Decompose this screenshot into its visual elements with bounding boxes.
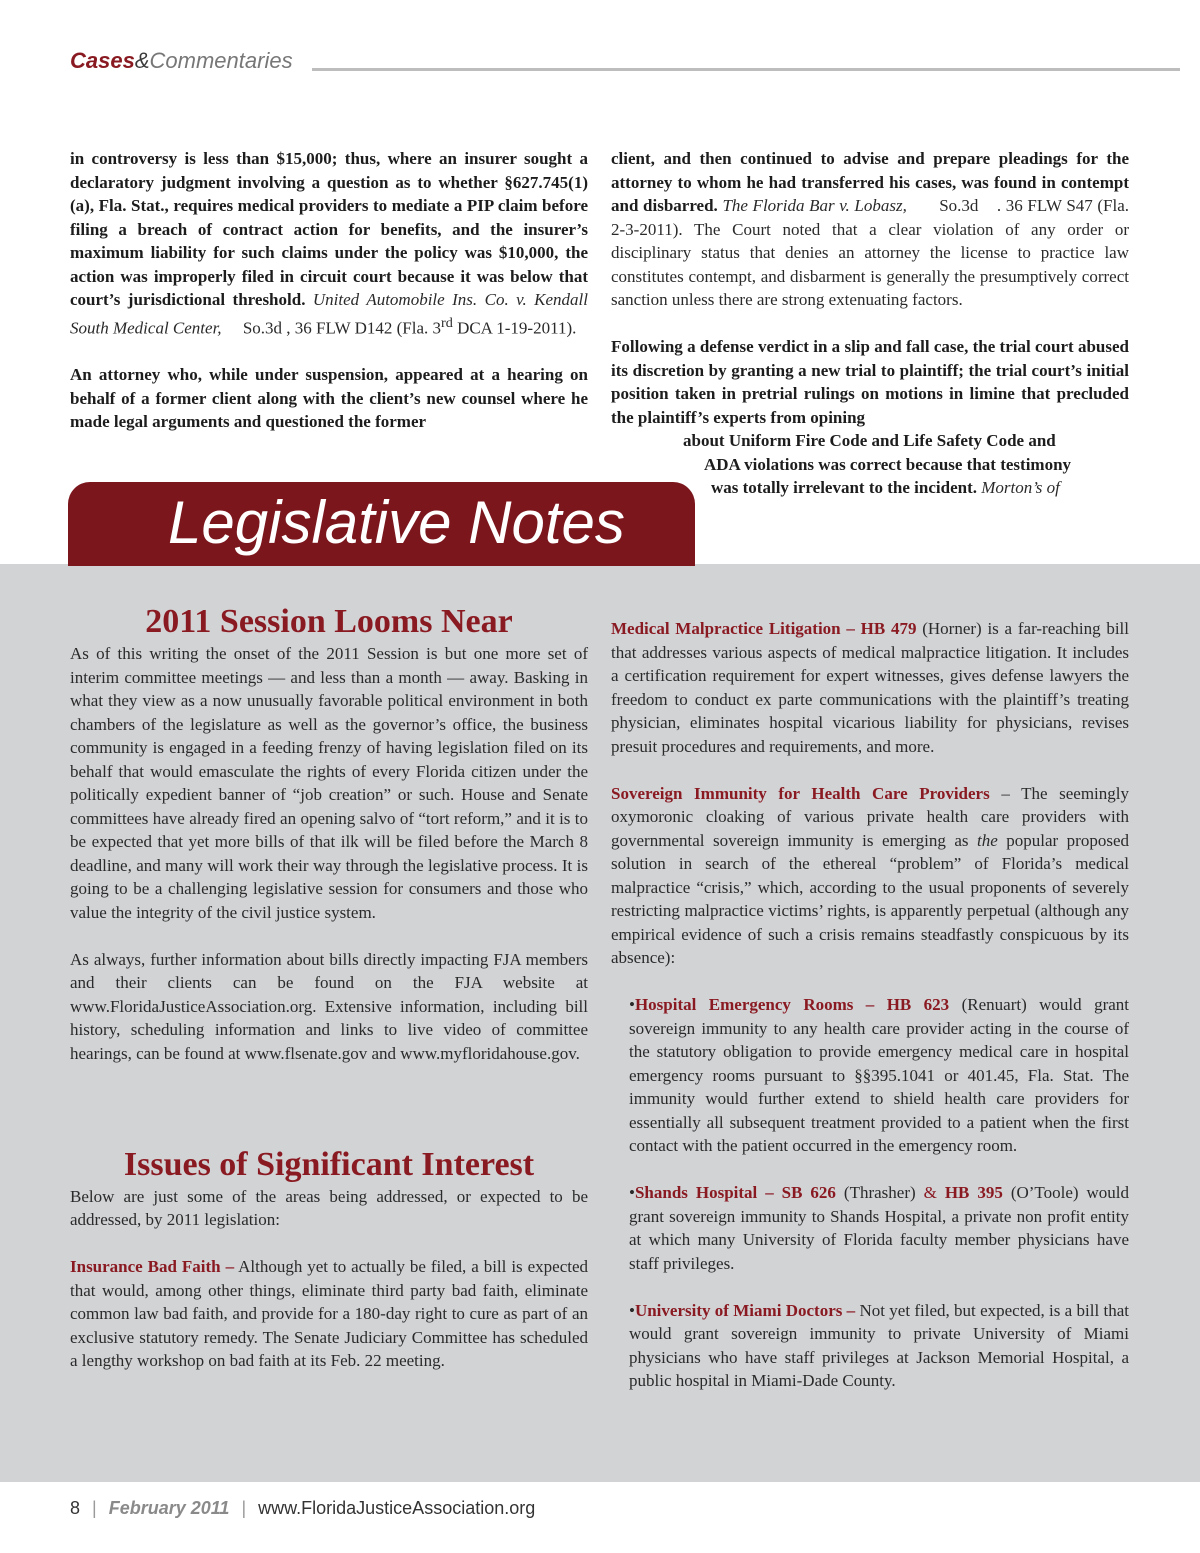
holding-text-end: was totally irrelevant to the incident. xyxy=(711,478,977,497)
ordinal-suffix: rd xyxy=(441,314,453,331)
holding-text: Following a defense verdict in a slip and fall case, the trial court abused its discretion by granting a new trial to plaintiff; the trial court’s initial position taken in pretrial rulings on motions in limine that precluded the plaintiff’s experts from opining xyxy=(611,337,1129,427)
section-spacer xyxy=(70,1089,588,1145)
issue-date: February 2011 xyxy=(108,1498,230,1518)
reporter-cite: So.3d xyxy=(939,196,979,215)
case-summary-lobasz xyxy=(611,147,1129,312)
shands-ampersand: & xyxy=(923,1183,937,1202)
med-mal-lead: Medical Malpractice Litigation – HB 479 xyxy=(611,619,917,638)
case-summary-attorney xyxy=(70,363,588,434)
sovereign-lead: Sovereign Immunity for Health Care Providers xyxy=(611,783,990,803)
bullet-shands xyxy=(611,1181,1129,1275)
legislative-column-left xyxy=(70,602,588,1373)
cases-column-left xyxy=(70,147,588,434)
case-summary-mortons xyxy=(611,335,1129,500)
page-footer xyxy=(70,1498,535,1524)
footer-separator: | xyxy=(241,1498,247,1518)
shands-text: (O’Toole) would grant sovereign immunity to Shands Hospital, a private non profit entity at which many University of Florida faculty member physicians have staff privileges. xyxy=(629,1183,1130,1273)
citation-text: . 36 FLW S47 (Fla. 2-3-2011). xyxy=(611,196,1130,239)
publication-section-title xyxy=(70,48,293,74)
sovereign-text-cont: popular proposed solution in search of the ethereal “problem” of Florida’s medical malpractice “crisis,” which, according to the usual proponents of severely restricting malpractice victims’ rights, is apparently perpetual (although any empirical evidence of such a crisis remains steadfastly conspicuous by its absence): xyxy=(611,830,1129,967)
case-name: The Florida Bar v. Lobasz, xyxy=(722,196,907,215)
ampersand: & xyxy=(134,48,150,73)
running-header xyxy=(70,48,1180,78)
case-name: Morton’s of xyxy=(981,478,1060,497)
bad-faith-lead: Insurance Bad Faith – xyxy=(70,1257,235,1276)
case-summary-kendall xyxy=(70,147,588,340)
session-heading: 2011 Session Looms Near xyxy=(145,603,513,640)
cases-column-right xyxy=(611,147,1129,500)
banner-title: Legislative Notes xyxy=(168,489,625,556)
legislative-notes-banner xyxy=(68,482,695,566)
hospital-er-lead: Hospital Emergency Rooms – HB 623 xyxy=(634,995,950,1014)
issues-heading: Issues of Significant Interest xyxy=(123,1145,535,1183)
bullet-mark: • xyxy=(629,995,635,1014)
court-note: The Court noted that a clear violation of any order or disciplinary status that denies an attorney the license to practice law constitutes contempt, and disbarment is generally the presumptively correct sanction unless there are strong extenuating factors. xyxy=(611,219,1129,309)
reporter-cite: So.3d xyxy=(242,318,283,338)
bullet-hospital-er xyxy=(611,993,1129,1158)
holding-text-cont: about Uniform Fire Code and Life Safety Code and xyxy=(683,431,1056,450)
citation-text-end: DCA 1-19-2011). xyxy=(452,318,577,338)
issues-intro: Below are just some of the areas being addressed, or expected to be addressed, by 2011 legislation: xyxy=(70,1186,588,1229)
bullet-mark: • xyxy=(629,1300,635,1320)
med-mal-text: (Horner) is a far-reaching bill that addresses various aspects of medical malpractice litigation. It includes a certification requirement for expert witnesses, gives defense lawyers the freedom to conduct ex parte communications with the plaintiff’s treating physician, eliminates hospital vicarious liability for physicians, revises presuit procedures and requirements, and more. xyxy=(611,619,1129,756)
holding-text-cont2: ADA violations was correct because that testimony xyxy=(704,454,1072,474)
holding-text: in controversy is less than $15,000; thus, where an insurer sought a declaratory judgment involving a question as to whether §627.745(1)(a), Fla. Stat., requires medical providers to mediate a PIP claim before filing a breach of contract action for benefits, and the insurer’s maximum liability for such claims under the policy was $10,000, the action was improperly filed in circuit court because it was below that court’s jurisdictional threshold. xyxy=(70,149,588,309)
sovereign-immunity-paragraph xyxy=(611,782,1129,970)
page-number: 8 xyxy=(70,1498,81,1518)
info-paragraph: As always, further information about bills directly impacting FJA members and their clients can be found on the FJA website at www.FloridaJusticeAssociation.org. Extensive information, including bill history, scheduling information and links to live video of committee hearings, can be found at www.flsenate.gov and www.myfloridahouse.gov. xyxy=(70,949,588,1063)
holding-text: An attorney who, while under suspension, appeared at a hearing on behalf of a former client along with the client’s new counsel where he made legal arguments and questioned the former xyxy=(70,365,588,432)
miami-text: Not yet filed, but expected, is a bill that would grant sovereign immunity to private University of Miami physicians who have staff privileges at Jackson Memorial Hospital, a public hospital in Miami-Dade County. xyxy=(629,1300,1129,1390)
bullet-miami xyxy=(611,1299,1129,1393)
legislative-column-right xyxy=(611,617,1129,1393)
case-name: United Automobile Ins. Co. v. Kendall South Medical Center, xyxy=(70,290,588,338)
bad-faith-paragraph xyxy=(70,1255,588,1373)
header-rule xyxy=(312,68,1180,71)
cases-label: Cases xyxy=(70,48,135,73)
med-mal-paragraph xyxy=(611,617,1129,758)
bad-faith-text: Although yet to actually be filed, a bill is expected that would, among other things, eliminate third party bad faith, eliminate common law bad faith, and provide for a 180-day right to cure as part of an exclusive statutory remedy. The Senate Judiciary Committee has scheduled a lengthy workshop on bad faith at its Feb. 22 meeting. xyxy=(70,1257,589,1370)
miami-lead: University of Miami Doctors – xyxy=(634,1300,856,1320)
sovereign-text: – The seemingly oxymoronic cloaking of various private health care providers with governmental sovereign immunity is emerging as xyxy=(611,783,1129,850)
session-paragraph: As of this writing the onset of the 2011 Session is but one more set of interim committee meetings — and less than a month — away. Basking in what they view as a now unusually favorable political environment in both chambers of the legislature as well as the governor’s office, the business community is engaged in a feeding frenzy of having legislation filed on its behalf that would emasculate the rights of every Florida citizen under the politically expedient banner of “job creation” or such. House and Senate committees have already fired an opening salvo of “tort reform,” and it is to be expected that yet more bills of that ilk will be filed before the March 8 deadline, and many will work their way through the legislative process. It is going to be a challenging legislative session for consumers and those who value the integrity of the civil justice system. xyxy=(70,644,588,922)
shands-lead: Shands Hospital – SB 626 xyxy=(634,1183,836,1202)
shands-sponsor: (Thrasher) xyxy=(843,1183,916,1202)
bullet-mark: • xyxy=(629,1183,635,1202)
holding-text: client, and then continued to advise and prepare pleadings for the attorney to whom he had transferred his cases, was found in contempt and disbarred. xyxy=(611,149,1129,215)
sovereign-emphasis: the xyxy=(976,830,998,850)
website-url: www.FloridaJusticeAssociation.org xyxy=(258,1498,536,1518)
shands-lead-house: HB 395 xyxy=(944,1183,1003,1202)
hospital-er-text: (Renuart) would grant sovereign immunity to any health care provider acting in the course of the statutory obligation to provide emergency medical care in hospital emergency rooms pursuant to §§395.1041 or 401.45, Fla. Stat. The immunity would further extend to shield health care providers for essentially all subsequent treatment provided to a patient when the first contact with the patient occurred in the emergency room. xyxy=(629,995,1130,1155)
footer-separator: | xyxy=(92,1498,97,1518)
commentaries-label: Commentaries xyxy=(149,48,293,73)
citation-text: , 36 FLW D142 (Fla. 3 xyxy=(286,318,442,338)
